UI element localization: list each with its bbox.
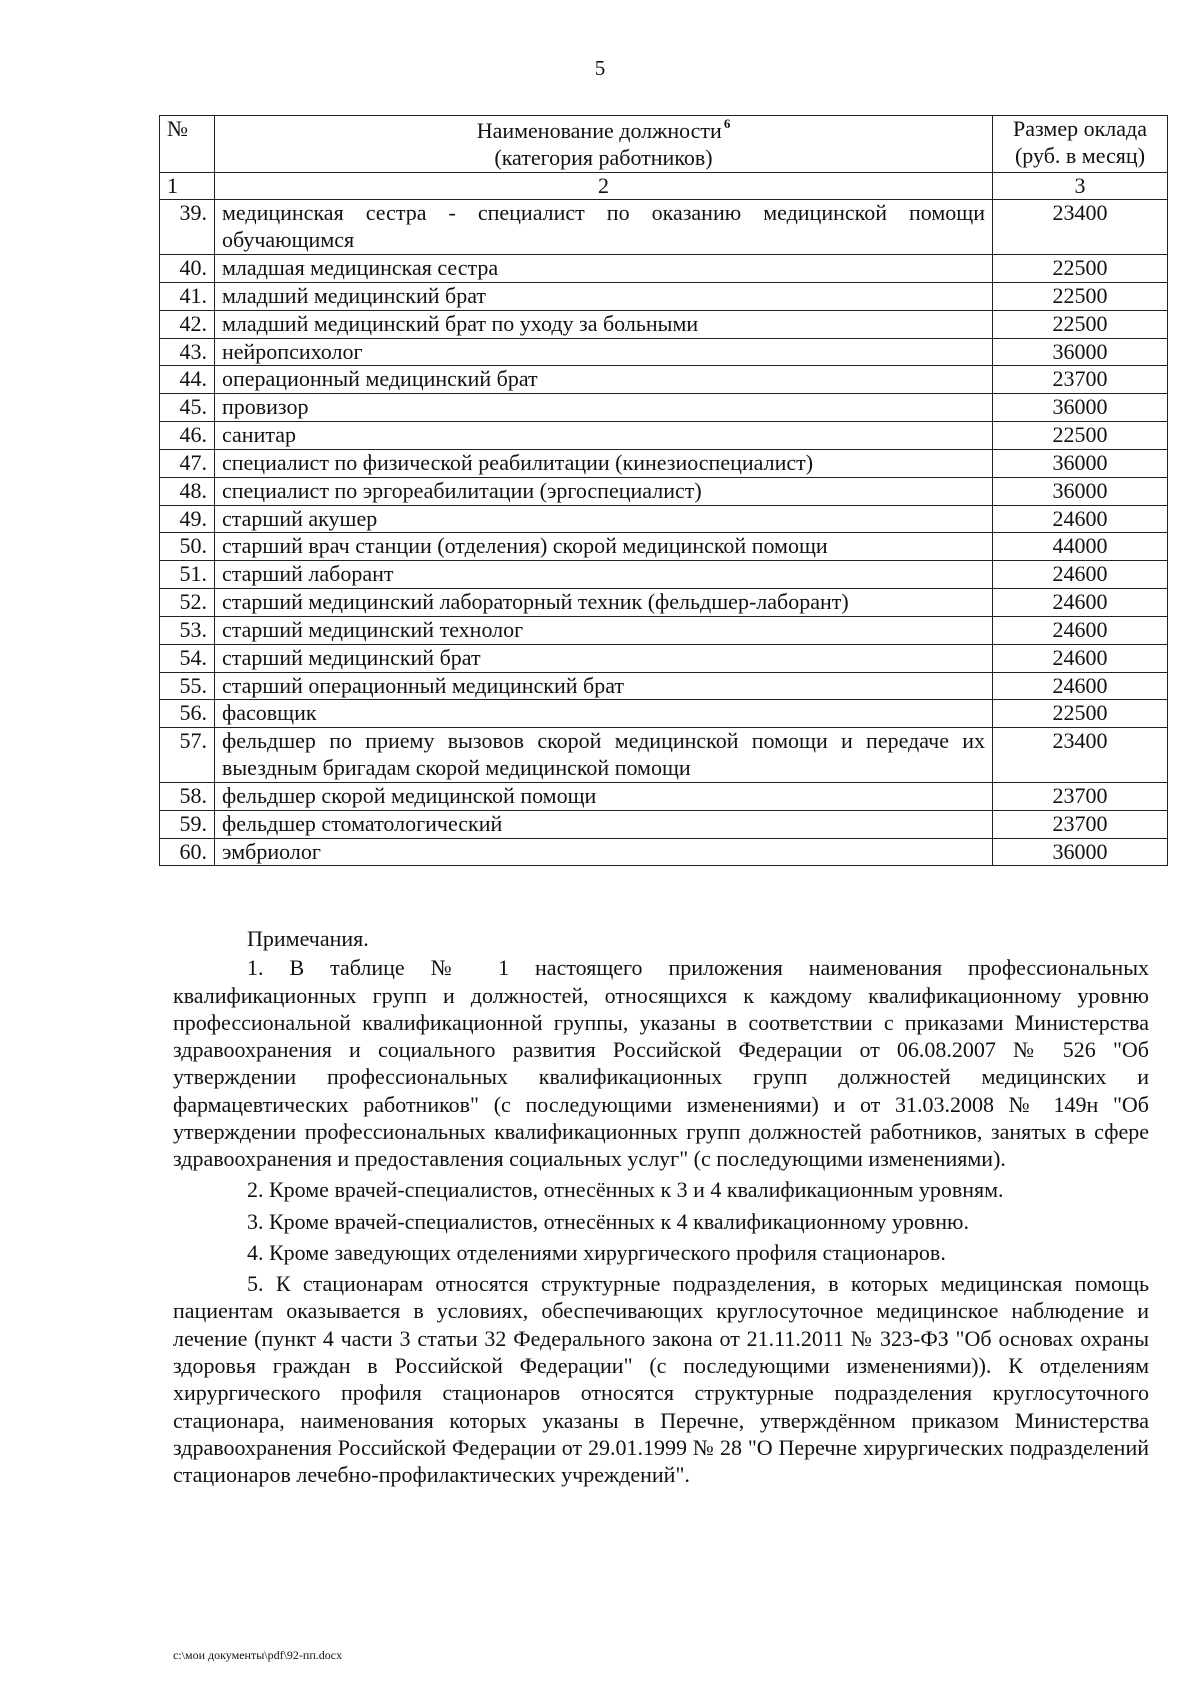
row-salary: 36000 [993, 394, 1168, 422]
header-position [215, 116, 993, 173]
table-row [160, 616, 1168, 644]
row-position: эмбриолог [215, 838, 993, 866]
page-number: 5 [594, 56, 606, 80]
row-num: 54. [160, 644, 215, 672]
table-row [160, 505, 1168, 533]
index-cell: 2 [215, 172, 993, 200]
note-item: 1. В таблице № 1 настоящего приложения наименования профессиональных квалификационных групп и должностей, относящихся к каждому квалификационному уровню профессиональной квалификационной группы, указаны в соответствии с приказами Министерства здравоохранения и социального развития Российской Федерации от 06.08.2007 № 526 "Об утверждении профессиональных квалификационных групп должностей медицинских и фармацевтических работников" (с последующими изменениями) и от 31.03.2008 № 149н "Об утверждении профессиональных квалификационных групп должностей работников, занятых в сфере здравоохранения и предоставления социальных услуг" (с последующими изменениями). [173, 955, 1149, 1172]
header-salary-line1: Размер оклада [1013, 116, 1147, 141]
row-position: операционный медицинский брат [215, 366, 993, 394]
header-num: № [160, 116, 215, 173]
row-salary: 44000 [993, 533, 1168, 561]
row-salary: 23400 [993, 728, 1168, 783]
row-position: провизор [215, 394, 993, 422]
header-salary-line2: (руб. в месяц) [1014, 142, 1146, 168]
row-position: старший операционный медицинский брат [215, 672, 993, 700]
row-salary: 23400 [993, 200, 1168, 255]
row-num: 41. [160, 282, 215, 310]
row-salary: 36000 [993, 838, 1168, 866]
note-item: 5. К стационарам относятся структурные подразделения, в которых медицинская помощь пациентам оказывается в условиях, обеспечивающих круглосуточное медицинское наблюдение и лечение (пункт 4 части 3 статьи 32 Федерального закона от 21.11.2011 № 323-ФЗ "Об основах охраны здоровья граждан в Российской Федерации" (с последующими изменениями)). К отделениям хирургического профиля стационаров относятся структурные подразделения круглосуточного стационара, наименования которых указаны в Перечне, утверждённом приказом Министерства здравоохранения Российской Федерации от 29.01.1999 № 28 "О Перечне хирургических подразделений стационаров лечебно-профилактических учреждений". [173, 1271, 1149, 1488]
index-cell: 1 [160, 172, 215, 200]
table-row [160, 782, 1168, 810]
index-cell: 3 [993, 172, 1168, 200]
row-salary: 22500 [993, 422, 1168, 450]
table-row [160, 449, 1168, 477]
note-item: 2. Кроме врачей-специалистов, отнесённых к 3 и 4 квалификационным уровням. [247, 1177, 1004, 1203]
row-position: нейропсихолог [215, 338, 993, 366]
row-position: старший медицинский брат [215, 644, 993, 672]
row-position: младший медицинский брат [215, 282, 993, 310]
row-num: 49. [160, 505, 215, 533]
row-num: 59. [160, 810, 215, 838]
table-row [160, 533, 1168, 561]
row-position: фельдшер стоматологический [215, 810, 993, 838]
row-position: фельдшер скорой медицинской помощи [215, 782, 993, 810]
table-row [160, 644, 1168, 672]
table-row [160, 728, 1168, 783]
note-item: 3. Кроме врачей-специалистов, отнесённых к 4 квалификационному уровню. [247, 1208, 969, 1234]
row-salary: 23700 [993, 366, 1168, 394]
row-salary: 36000 [993, 338, 1168, 366]
row-salary: 23700 [993, 810, 1168, 838]
row-position: специалист по эргореабилитации (эргоспециалист) [215, 477, 993, 505]
row-position: старший акушер [215, 505, 993, 533]
header-position-line2: (категория работников) [494, 144, 713, 170]
row-num: 52. [160, 589, 215, 617]
row-num: 47. [160, 449, 215, 477]
salary-table [159, 115, 1168, 866]
row-position: санитар [215, 422, 993, 450]
notes-section [173, 925, 1149, 1492]
row-salary: 24600 [993, 672, 1168, 700]
header-position-line1: Наименование должности [476, 118, 722, 143]
row-salary: 22500 [993, 282, 1168, 310]
row-position: старший медицинский технолог [215, 616, 993, 644]
row-num: 50. [160, 533, 215, 561]
row-salary: 24600 [993, 505, 1168, 533]
table-row [160, 700, 1168, 728]
table-row [160, 338, 1168, 366]
row-num: 42. [160, 310, 215, 338]
row-num: 60. [160, 838, 215, 866]
row-num: 57. [160, 728, 215, 783]
row-num: 56. [160, 700, 215, 728]
row-salary: 36000 [993, 449, 1168, 477]
footnote-marker: 6 [723, 116, 731, 131]
row-num: 58. [160, 782, 215, 810]
row-position: специалист по физической реабилитации (кинезиоспециалист) [215, 449, 993, 477]
table-row [160, 310, 1168, 338]
row-salary: 22500 [993, 255, 1168, 283]
table-row [160, 366, 1168, 394]
row-salary: 24600 [993, 616, 1168, 644]
table-row [160, 672, 1168, 700]
row-num: 48. [160, 477, 215, 505]
row-salary: 24600 [993, 589, 1168, 617]
row-num: 40. [160, 255, 215, 283]
table-row [160, 561, 1168, 589]
row-salary: 24600 [993, 644, 1168, 672]
table-row [160, 589, 1168, 617]
row-num: 45. [160, 394, 215, 422]
row-position: фельдшер по приему вызовов скорой медицинской помощи и передаче их выездным бригадам скорой медицинской помощи [215, 728, 993, 783]
row-num: 43. [160, 338, 215, 366]
row-position: младший медицинский брат по уходу за больными [215, 310, 993, 338]
table-index-row [160, 172, 1168, 200]
row-salary: 23700 [993, 782, 1168, 810]
row-position: старший медицинский лабораторный техник (фельдшер-лаборант) [215, 589, 993, 617]
row-num: 44. [160, 366, 215, 394]
row-position: старший лаборант [215, 561, 993, 589]
row-salary: 24600 [993, 561, 1168, 589]
row-position: младшая медицинская сестра [215, 255, 993, 283]
row-salary: 36000 [993, 477, 1168, 505]
table-header-row [160, 116, 1168, 173]
row-num: 53. [160, 616, 215, 644]
row-position: медицинская сестра - специалист по оказанию медицинской помощи обучающимся [215, 200, 993, 255]
table-row [160, 810, 1168, 838]
row-num: 39. [160, 200, 215, 255]
table-row [160, 282, 1168, 310]
header-salary [993, 116, 1168, 173]
row-salary: 22500 [993, 700, 1168, 728]
row-position: старший врач станции (отделения) скорой медицинской помощи [215, 533, 993, 561]
row-position: фасовщик [215, 700, 993, 728]
table-row [160, 255, 1168, 283]
row-num: 55. [160, 672, 215, 700]
file-path-footer: c:\мои документы\pdf\92-пп.docx [173, 1648, 343, 1662]
table-row [160, 394, 1168, 422]
table-row [160, 200, 1168, 255]
table-row [160, 838, 1168, 866]
row-num: 46. [160, 422, 215, 450]
table-row [160, 477, 1168, 505]
row-salary: 22500 [993, 310, 1168, 338]
row-num: 51. [160, 561, 215, 589]
table-row [160, 422, 1168, 450]
notes-title: Примечания. [247, 926, 369, 951]
note-item: 4. Кроме заведующих отделениями хирургического профиля стационаров. [247, 1239, 946, 1265]
